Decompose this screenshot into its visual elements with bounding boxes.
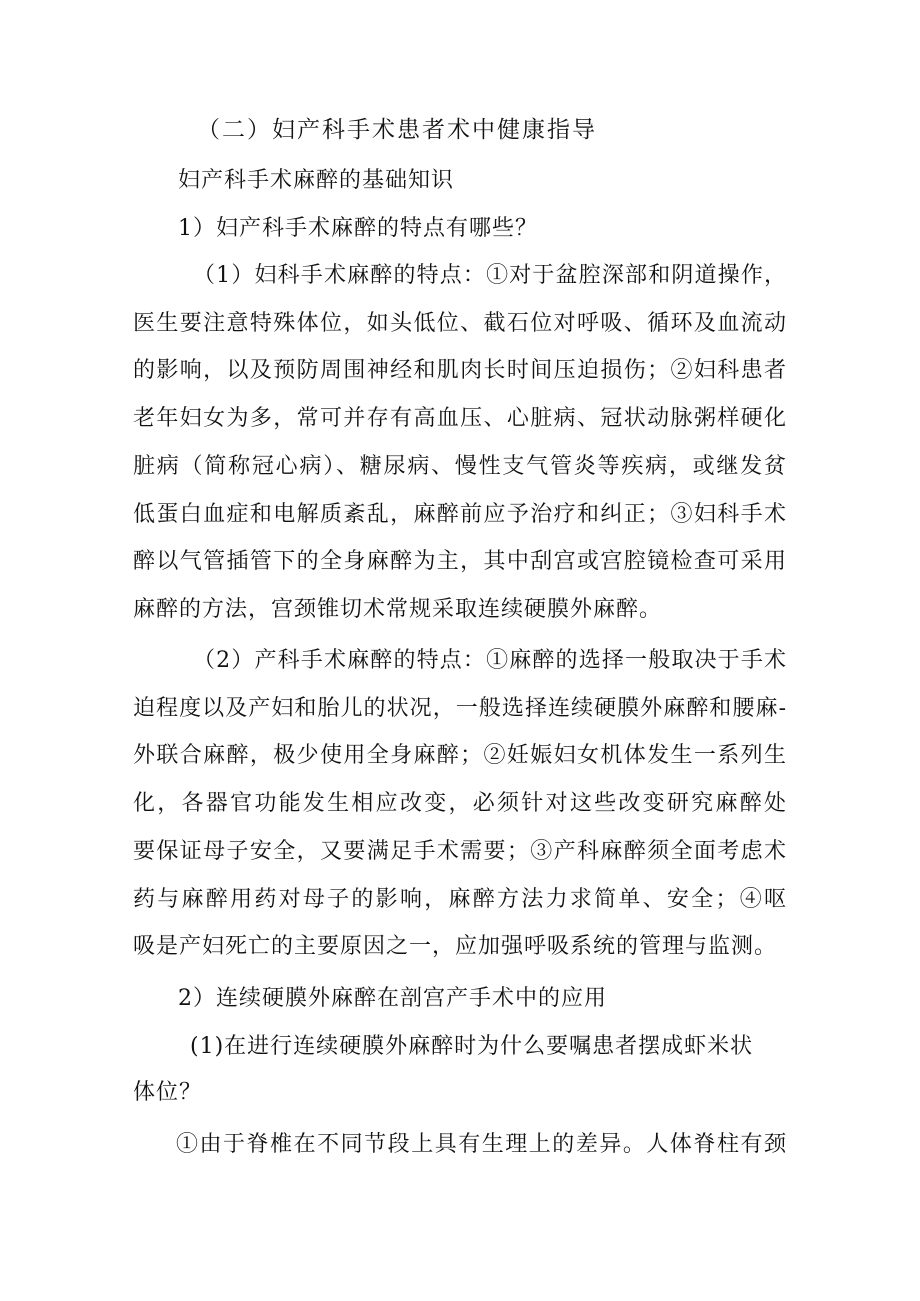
paragraph-1-line: 醉以气管插管下的全身麻醉为主，其中刮宫或宫腔镜检查可采用 — [133, 549, 787, 574]
paragraph-1-line: 医生要注意特殊体位，如头低位、截石位对呼吸、循环及血流动 — [133, 311, 787, 336]
subheading: 妇产科手术麻醉的基础知识 — [178, 168, 455, 193]
paragraph-2-line: 要保证母子安全，又要满足手术需要；③产科麻醉须全面考虑术 — [133, 839, 787, 864]
paragraph-1-line: 老年妇女为多，常可并存有高血压、心脏病、冠状动脉粥样硬化 — [133, 406, 787, 431]
paragraph-1-line: 麻醉的方法，宫颈锥切术常规采取连续硬膜外麻醉。 — [133, 597, 663, 622]
paragraph-2-line: 迫程度以及产妇和胎儿的状况，一般选择连续硬膜外麻醉和腰麻- — [133, 696, 787, 721]
question-2-subquestion-continued: 体位？ — [133, 1080, 203, 1105]
question-1-heading: 1）妇产科手术麻醉的特点有哪些？ — [178, 216, 538, 241]
paragraph-2-line: 化，各器官功能发生相应改变，必须针对这些改变研究麻醉处 — [133, 791, 787, 816]
answer-line: ①由于脊椎在不同节段上具有生理上的差异。人体脊柱有颈 — [176, 1132, 787, 1157]
paragraph-1-line: 的影响，以及预防周围神经和肌肉长时间压迫损伤；②妇科患者 — [133, 358, 787, 383]
paragraph-2-line: 药与麻醉用药对母子的影响，麻醉方法力求简单、安全；④呕 — [133, 887, 787, 912]
paragraph-1-line: （1）妇科手术麻醉的特点：①对于盆腔深部和阴道操作， — [193, 263, 787, 288]
question-2-heading: 2）连续硬膜外麻醉在剖宫产手术中的应用 — [178, 986, 607, 1011]
question-2-subquestion: (1)在进行连续硬膜外麻醉时为什么要嘱患者摆成虾米状 — [190, 1034, 754, 1059]
paragraph-2-line: 吸是产妇死亡的主要原因之一，应加强呼吸系统的管理与监测。 — [133, 934, 778, 959]
section-title: （二）妇产科手术患者术中健康指导 — [197, 117, 597, 143]
paragraph-1-line: 脏病（简称冠心病）、糖尿病、慢性支气管炎等疾病，或继发贫 — [133, 454, 787, 479]
paragraph-1-line: 低蛋白血症和电解质紊乱，麻醉前应予治疗和纠正；③妇科手术 — [133, 502, 787, 527]
paragraph-2-line: （2）产科手术麻醉的特点：①麻醉的选择一般取决于手术 — [193, 648, 787, 673]
paragraph-2-line: 外联合麻醉，极少使用全身麻醉；②妊娠妇女机体发生一系列生 — [133, 743, 787, 768]
